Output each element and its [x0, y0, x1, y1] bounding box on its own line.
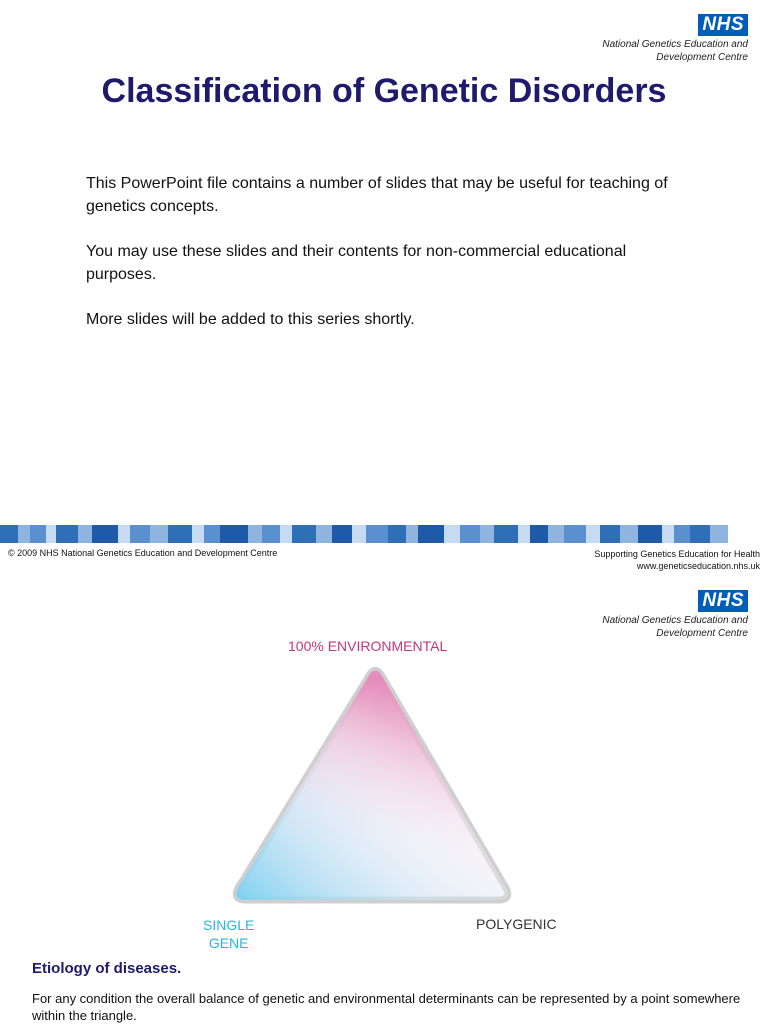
- nhs-org-line-1: National Genetics Education and: [602, 615, 748, 626]
- label-polygenic: POLYGENIC: [476, 916, 557, 932]
- nhs-org-name: [602, 38, 748, 64]
- intro-text: [86, 172, 686, 353]
- etiology-description: For any condition the overall balance of genetic and environmental determinants can be represented by a point somewhere within the triangle.: [32, 991, 741, 1023]
- label-environmental: 100% ENVIRONMENTAL: [288, 638, 448, 654]
- label-single: SINGLE: [203, 917, 255, 933]
- nhs-org-line-2: Development Centre: [656, 628, 748, 639]
- intro-paragraph-1: This PowerPoint file contains a number of slides that may be useful for teaching of genetics concepts.: [86, 175, 668, 215]
- label-gene: GENE: [208, 935, 249, 951]
- footer-tagline-text: Supporting Genetics Education for Health: [594, 549, 760, 559]
- decorative-stripe: [0, 525, 768, 543]
- nhs-badge: NHS: [698, 590, 748, 612]
- nhs-org-line-2: Development Centre: [656, 52, 748, 63]
- nhs-badge: NHS: [698, 14, 748, 36]
- nhs-org-name: [602, 614, 748, 640]
- slide-title: Classification of Genetic Disorders: [101, 72, 667, 110]
- triangle-blue-gradient: [236, 670, 508, 900]
- label-single-gene: [203, 916, 254, 952]
- nhs-logo: [602, 14, 748, 64]
- copyright-footer: © 2009 NHS National Genetics Education and Development Centre: [8, 548, 278, 558]
- footer-tagline: [594, 548, 760, 572]
- etiology-heading: Etiology of diseases.: [32, 960, 182, 977]
- intro-paragraph-3: More slides will be added to this series shortly.: [86, 311, 415, 328]
- nhs-org-line-1: National Genetics Education and: [602, 39, 748, 50]
- nhs-logo: [602, 590, 748, 640]
- etiology-triangle: [200, 630, 570, 960]
- footer-url: www.geneticseducation.nhs.uk: [636, 561, 760, 571]
- intro-paragraph-2: You may use these slides and their contents for non-commercial educational purposes.: [86, 243, 627, 283]
